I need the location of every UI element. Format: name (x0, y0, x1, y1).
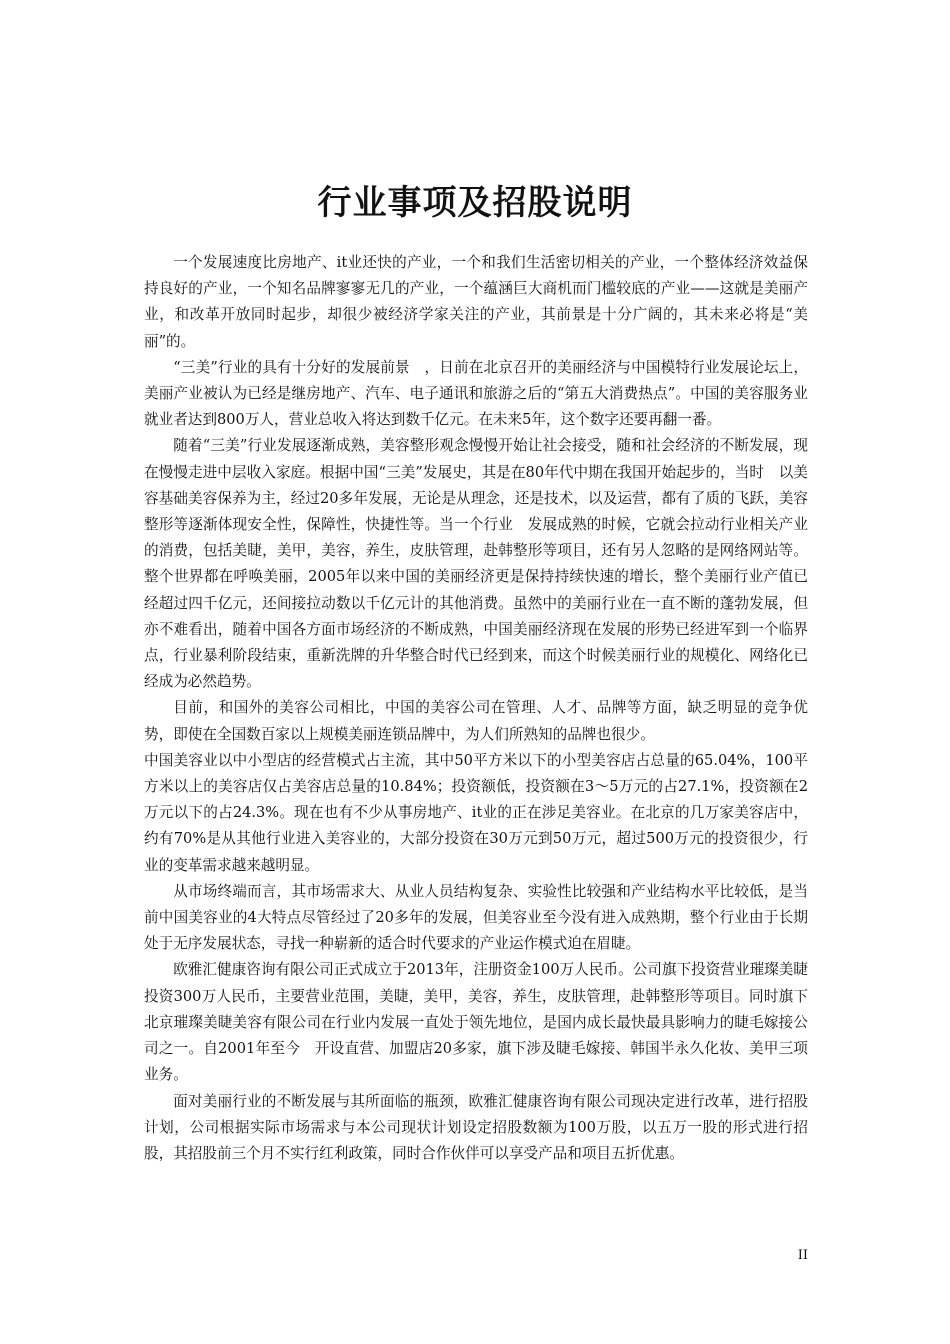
paragraph-share-offering: 面对美丽行业的不断发展与其所面临的瓶颈，欧雅汇健康咨询有限公司现决定进行改革，进行招股计划，公司根据实际市场需求与本公司现状计划设定招股数额为100万股，以五万一股的形式进行招股，其招股前三个月不实行红利政策，同时合作伙伴可以享受产品和项目五折优惠。 (144, 1092, 808, 1162)
body-text (144, 250, 808, 1167)
paragraph-company-profile: 欧雅汇健康咨询有限公司正式成立于2013年，注册资金100万人民币。公司旗下投资营业璀璨美睫投资300万人民币，主要营业范围，美睫，美甲，美容，养生，皮肤管理，赴韩整形等项目。同时旗下北京璀璨美睫美容有限公司在行业内发展一直处于领先地位，是国内成长最快最具影响力的睫毛嫁接公司之一。自2001年至今 开设直营、加盟店20多家，旗下涉及睫毛嫁接、韩国半永久化妆、美甲三项业务。 (144, 961, 808, 1084)
paragraph-market-structure: 中国美容业以中小型店的经营模式占主流，其中50平方米以下的小型美容店占总量的65.04%，100平方米以上的美容店仅占美容店总量的10.84%；投资额低，投资额在3～5万元的占27.1%，投资额在2万元以下的占24.3%。现在也有不少从事房地产、it业的正在涉足美容业。在北京的几万家美容店中，约有70%是从其他行业进入美容业的，大部分投资在30万元到50万元，超过500万元的投资很少，行业的变革需求越来越明显。 (144, 751, 808, 874)
paragraph-competition: 目前，和国外的美容公司相比，中国的美容公司在管理、人才、品牌等方面，缺乏明显的竞争优势，即使在全国数百家以上规模美丽连锁品牌中，为人们所熟知的品牌也很少。 (144, 699, 808, 743)
page-number: II (797, 1248, 808, 1263)
paragraph-history: 随着“三美”行业发展逐渐成熟，美容整形观念慢慢开始让社会接受，随和社会经济的不断发展，现在慢慢走进中层收入家庭。根据中国“三美”发展史，其是在80年代中期在我国开始起步的，当时 以美容基础美容保养为主，经过20多年发展，无论是从理念，还是技术，以及运营，都有了质的飞跃，美容整形等逐渐体现安全性，保障性，快捷性等。当一个行业 发展成熟的时候，它就会拉动行业相关产业的消费，包括美睫，美甲，美容，养生，皮肤管理，赴韩整形等项目，还有另人忽略的是网络网站等。整个世界都在呼唤美丽，2005年以来中国的美丽经济更是保持持续快速的增长，整个美丽行业产值已经超过四千亿元，还间接拉动数以千亿元计的其他消费。虽然中的美丽行业在一直不断的蓬勃发展，但亦不难看出，随着中国各方面市场经济的不断成熟，中国美丽经济现在发展的形势已经进军到一个临界点，行业暴利阶段结束，重新洗牌的升华整合时代已经到来，而这个时候美丽行业的规模化、网络化已经成为必然趋势。 (144, 437, 808, 691)
page-title: 行业事项及招股说明 (317, 183, 633, 223)
paragraph-intro: 一个发展速度比房地产、it业还快的产业，一个和我们生活密切相关的产业，一个整体经济效益保持良好的产业，一个知名品牌寥寥无几的产业，一个蕴涵巨大商机而门槛较底的产业——这就是美丽产业，和改革开放同时起步，却很少被经济学家关注的产业，其前景是十分广阔的，其未来必将是“美丽”的。 (144, 254, 808, 350)
paragraph-prospects: “三美”行业的具有十分好的发展前景 ，日前在北京召开的美丽经济与中国模特行业发展论坛上，美丽产业被认为已经是继房地产、汽车、电子通讯和旅游之后的“第五大消费热点”。中国的美容服务业就业者达到800万人，营业总收入将达到数千亿元。在未来5年，这个数字还要再翻一番。 (144, 358, 808, 429)
paragraph-market-features: 从市场终端而言，其市场需求大、从业人员结构复杂、实验性比较强和产业结构水平比较低，是当前中国美容业的4大特点尽管经过了20多年的发展，但美容业至今没有进入成熟期，整个行业由于长期处于无序发展状态，寻找一种崭新的适合时代要求的产业运作模式迫在眉睫。 (144, 882, 808, 953)
